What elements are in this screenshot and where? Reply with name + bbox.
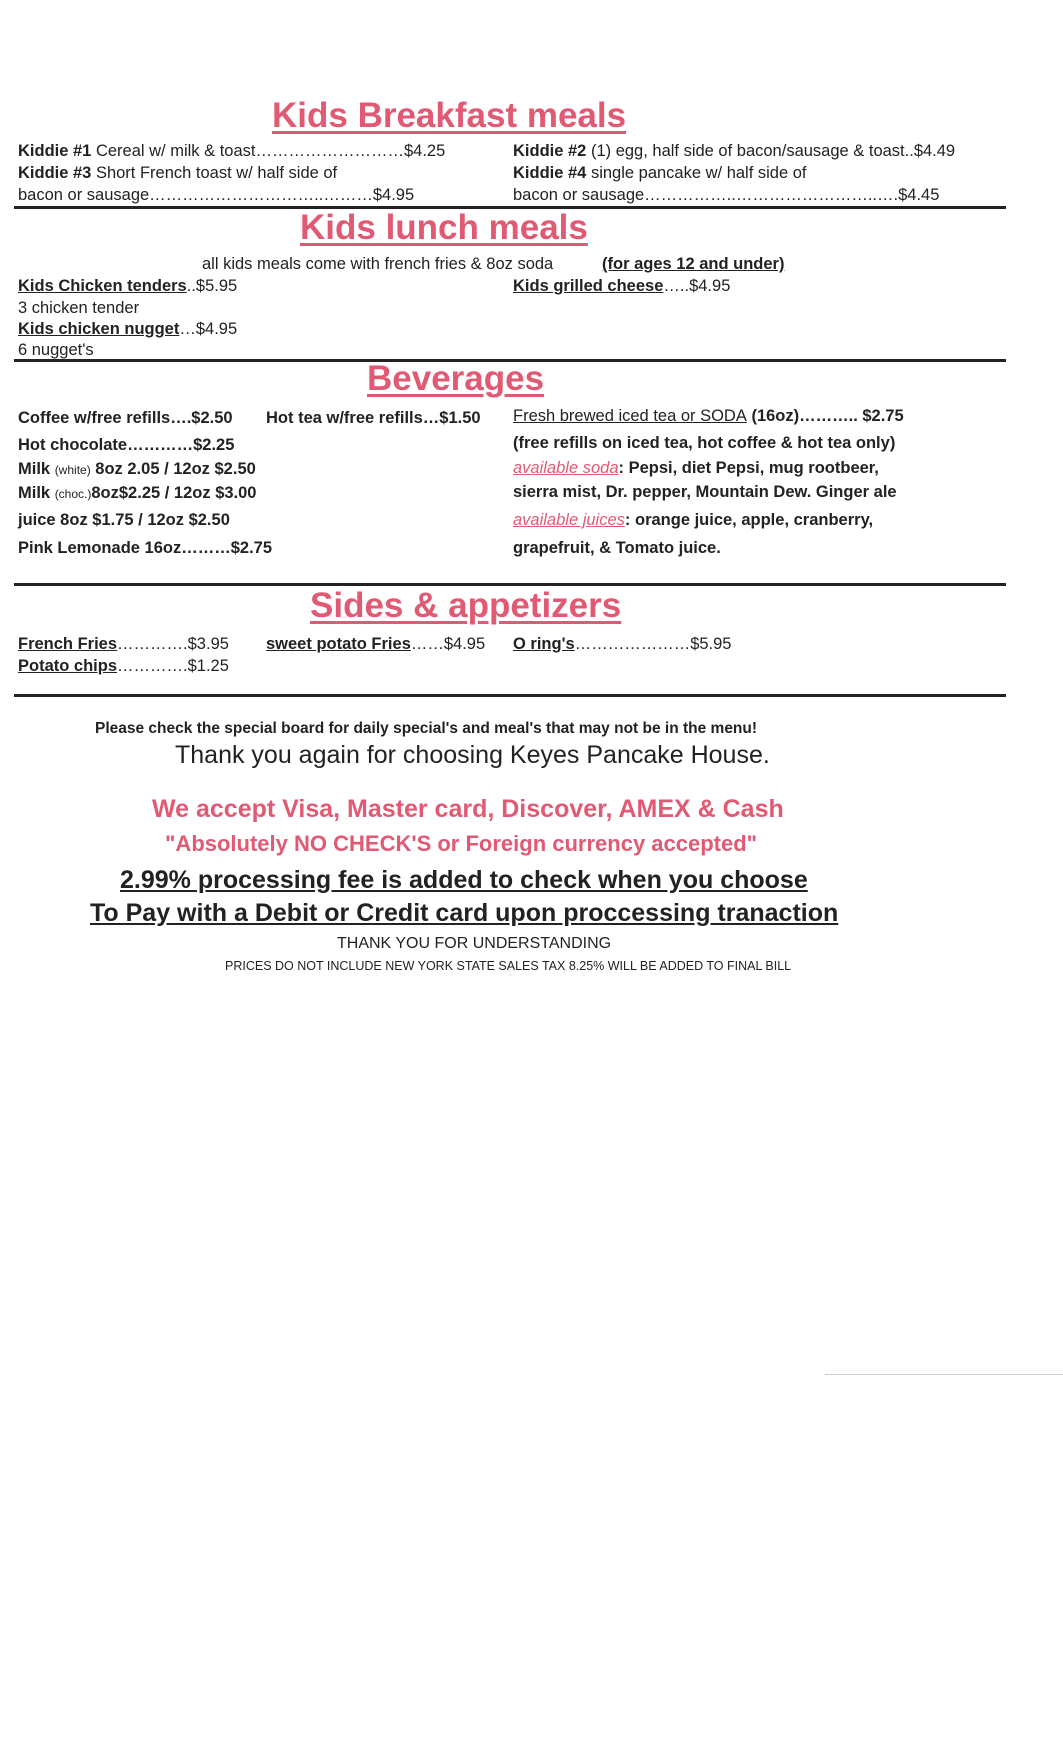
- lunch-title: Kids lunch meals: [300, 208, 588, 247]
- kiddie-2-label: Kiddie #2: [513, 142, 587, 160]
- cocoa-item: Hot chocolate…………$2.25: [18, 436, 235, 454]
- kiddie-3-item: [18, 162, 337, 184]
- oring-item: [513, 633, 731, 655]
- soda-list-2: sierra mist, Dr. pepper, Mountain Dew. Ginger ale: [513, 483, 897, 501]
- nugget-price: …$4.95: [179, 320, 238, 338]
- kiddie-3-text-2: bacon or sausage…………………………..………$4.95: [18, 186, 415, 204]
- cheese-label: Kids grilled cheese: [513, 277, 664, 295]
- fee-note-1: 2.99% processing fee is added to check when you choose: [120, 866, 808, 894]
- fries-label: French Fries: [18, 635, 118, 653]
- chips-label: Potato chips: [18, 657, 118, 675]
- lemonade-item: Pink Lemonade 16oz………$2.75: [18, 539, 273, 557]
- breakfast-title: Kids Breakfast meals: [272, 96, 627, 135]
- sweet-fries-label: sweet potato Fries: [266, 635, 411, 653]
- kiddie-4-label: Kiddie #4: [513, 164, 587, 182]
- iced-tea-label: Fresh brewed iced tea or SODA: [513, 407, 747, 425]
- soda-item: [513, 459, 879, 478]
- coffee-item: Coffee w/free refills….$2.50: [18, 409, 233, 427]
- nugget-label: Kids chicken nugget: [18, 320, 180, 338]
- chips-price: ………….$1.25: [117, 657, 229, 675]
- milk-choc-a: Milk: [18, 484, 55, 502]
- iced-tea-item: [513, 407, 904, 426]
- kiddie-2-text: (1) egg, half side of bacon/sausage & toast..$4.49: [586, 142, 956, 160]
- fries-item: [18, 633, 229, 655]
- juice-list-item: [513, 511, 873, 530]
- iced-tea-price: (16oz)……….. $2.75: [746, 407, 904, 425]
- lunch-ages: (for ages 12 and under): [602, 255, 785, 273]
- kiddie-1-text: Cereal w/ milk & toast………………………$4.25: [91, 142, 446, 160]
- hot-tea-item: Hot tea w/free refills…$1.50: [266, 409, 481, 427]
- juice-list: : orange juice, apple, cranberry,: [624, 511, 874, 529]
- oring-price: …………………$5.95: [574, 635, 732, 653]
- tenders-price: ..$5.95: [186, 277, 238, 295]
- kiddie-4-text: single pancake w/ half side of: [586, 164, 807, 182]
- sweet-fries-item: [266, 633, 485, 655]
- oring-label: O ring's: [513, 635, 575, 653]
- milk-choc-b: 8oz$2.25 / 12oz $3.00: [91, 484, 257, 502]
- cheese-item: [513, 275, 730, 297]
- milk-white-b: 8oz 2.05 / 12oz $2.50: [90, 460, 256, 478]
- milk-choc-small: (choc.): [54, 487, 92, 501]
- milk-white-a: Milk: [18, 460, 55, 478]
- milk-choc-item: [18, 484, 256, 503]
- tenders-item: [18, 275, 237, 297]
- tenders-label: Kids Chicken tenders: [18, 277, 187, 295]
- lunch-note: all kids meals come with french fries & 8oz soda: [202, 255, 554, 273]
- kiddie-4-text-2: bacon or sausage……………..……………………..….$4.45: [513, 186, 940, 204]
- sides-title: Sides & appetizers: [310, 586, 622, 625]
- fee-note-2: To Pay with a Debit or Credit card upon proccessing tranaction: [90, 899, 839, 927]
- refill-note: (free refills on iced tea, hot coffee & hot tea only): [513, 434, 896, 452]
- sweet-fries-price: ……$4.95: [410, 635, 486, 653]
- milk-white-item: [18, 460, 256, 479]
- thank-you-note: Thank you again for choosing Keyes Pancake House.: [175, 741, 770, 769]
- kiddie-2-item: [513, 140, 955, 162]
- kiddie-1-label: Kiddie #1: [18, 142, 92, 160]
- kiddie-4-item: [513, 162, 807, 184]
- accepted-payments: We accept Visa, Master card, Discover, AMEX & Cash: [152, 795, 784, 823]
- juice-item: juice 8oz $1.75 / 12oz $2.50: [18, 511, 230, 529]
- tenders-desc: 3 chicken tender: [18, 299, 140, 317]
- understanding-note: THANK YOU FOR UNDERSTANDING: [337, 935, 612, 952]
- nugget-desc: 6 nugget's: [18, 341, 94, 359]
- juice-list-2: grapefruit, & Tomato juice.: [513, 539, 721, 557]
- scan-artifact-line: [825, 1374, 1063, 1375]
- nugget-item: [18, 318, 237, 340]
- no-checks-note: "Absolutely NO CHECK'S or Foreign currency accepted": [165, 831, 758, 856]
- milk-white-small: (white): [54, 463, 91, 477]
- divider: [14, 694, 1006, 697]
- soda-list: : Pepsi, diet Pepsi, mug rootbeer,: [618, 459, 879, 477]
- juice-label: available juices: [513, 511, 625, 529]
- special-board-note: Please check the special board for daily special's and meal's that may not be in the menu!: [95, 720, 758, 737]
- kiddie-3-text: Short French toast w/ half side of: [91, 164, 338, 182]
- cheese-price: …..$4.95: [663, 277, 731, 295]
- soda-label: available soda: [513, 459, 619, 477]
- beverages-title: Beverages: [367, 359, 545, 398]
- chips-item: [18, 655, 229, 677]
- tax-note: PRICES DO NOT INCLUDE NEW YORK STATE SALES TAX 8.25% WILL BE ADDED TO FINAL BILL: [225, 959, 792, 973]
- kiddie-1-item: [18, 140, 445, 162]
- fries-price: ………….$3.95: [117, 635, 229, 653]
- kiddie-3-label: Kiddie #3: [18, 164, 92, 182]
